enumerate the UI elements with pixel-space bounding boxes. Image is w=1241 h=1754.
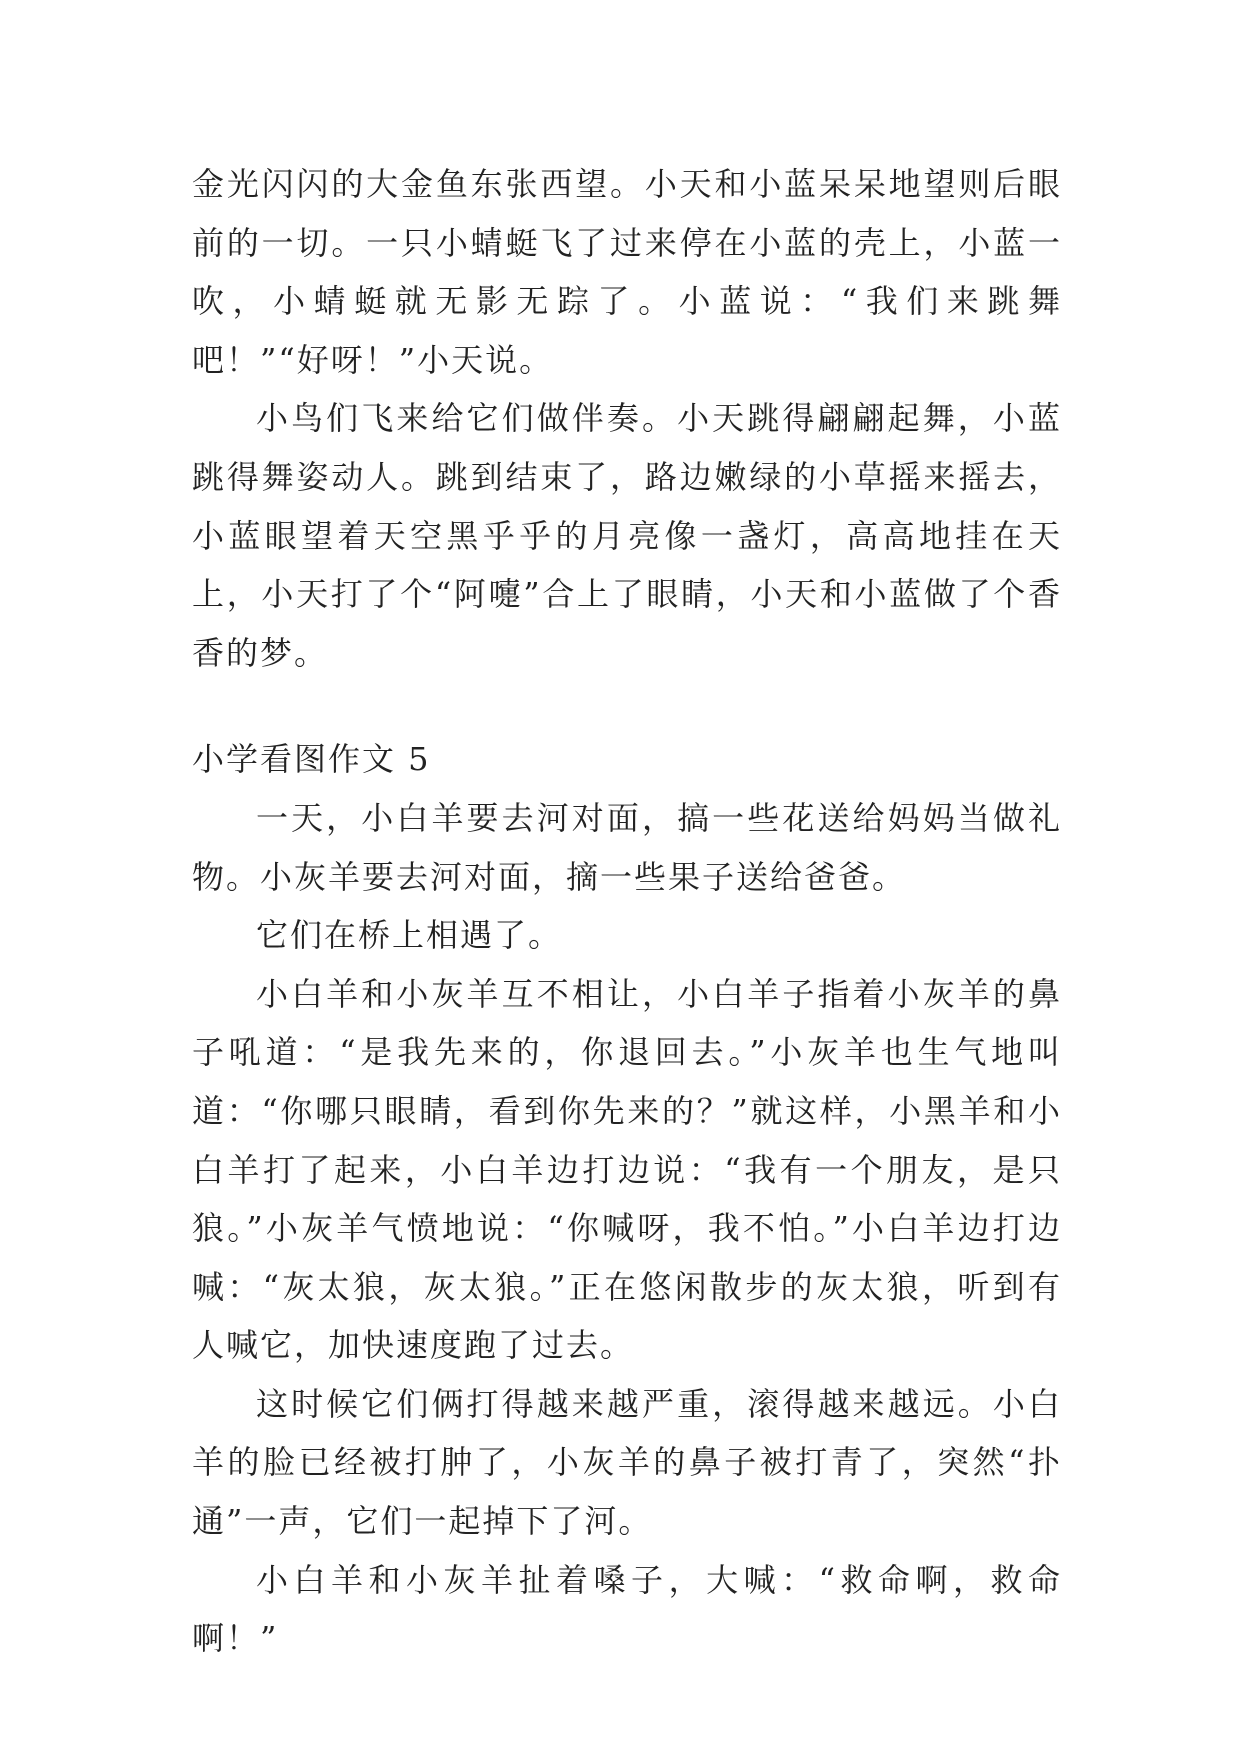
paragraph: 这时候它们俩打得越来越严重，滚得越来越远。小白羊的脸已经被打肿了，小灰羊的鼻子被打青了，突然“扑通”一声，它们一起掉下了河。 <box>192 1384 1062 1541</box>
paragraph: 小白羊和小灰羊互不相让，小白羊子指着小灰羊的鼻子吼道：“是我先来的，你退回去。”小灰羊也生气地叫道：“你哪只眼睛，看到你先来的？”就这样，小黑羊和小白羊打了起来，小白羊边打边说：“我有一个朋友，是只狼。”小灰羊气愤地说：“你喊呀，我不怕。”小白羊边打边喊：“灰太狼，灰太狼。”正在悠闲散步的灰太狼，听到有人喊它，加快速度跑了过去。 <box>192 974 1062 1365</box>
paragraph: 它们在桥上相遇了。 <box>256 916 563 955</box>
paragraph-continued: 金光闪闪的大金鱼东张西望。小天和小蓝呆呆地望则后眼前的一切。一只小蜻蜓飞了过来停在小蓝的壳上，小蓝一吹，小蜻蜓就无影无踪了。小蓝说：“我们来跳舞吧！”“好呀！”小天说。 <box>192 165 1062 379</box>
section-title: 小学看图作文 5 <box>192 740 431 779</box>
paragraph: 小鸟们飞来给它们做伴奏。小天跳得翩翩起舞，小蓝跳得舞姿动人。跳到结束了，路边嫩绿的小草摇来摇去，小蓝眼望着天空黑乎乎的月亮像一盏灯，高高地挂在天上，小天打了个“阿嚏”合上了眼睛，小天和小蓝做了个香香的梦。 <box>192 399 1062 672</box>
document-body <box>192 155 1062 1668</box>
paragraph: 一天，小白羊要去河对面，搞一些花送给妈妈当做礼物。小灰羊要去河对面，摘一些果子送给爸爸。 <box>192 798 1062 896</box>
paragraph: 小白羊和小灰羊扯着嗓子，大喊：“救命啊，救命啊！” <box>192 1560 1062 1658</box>
